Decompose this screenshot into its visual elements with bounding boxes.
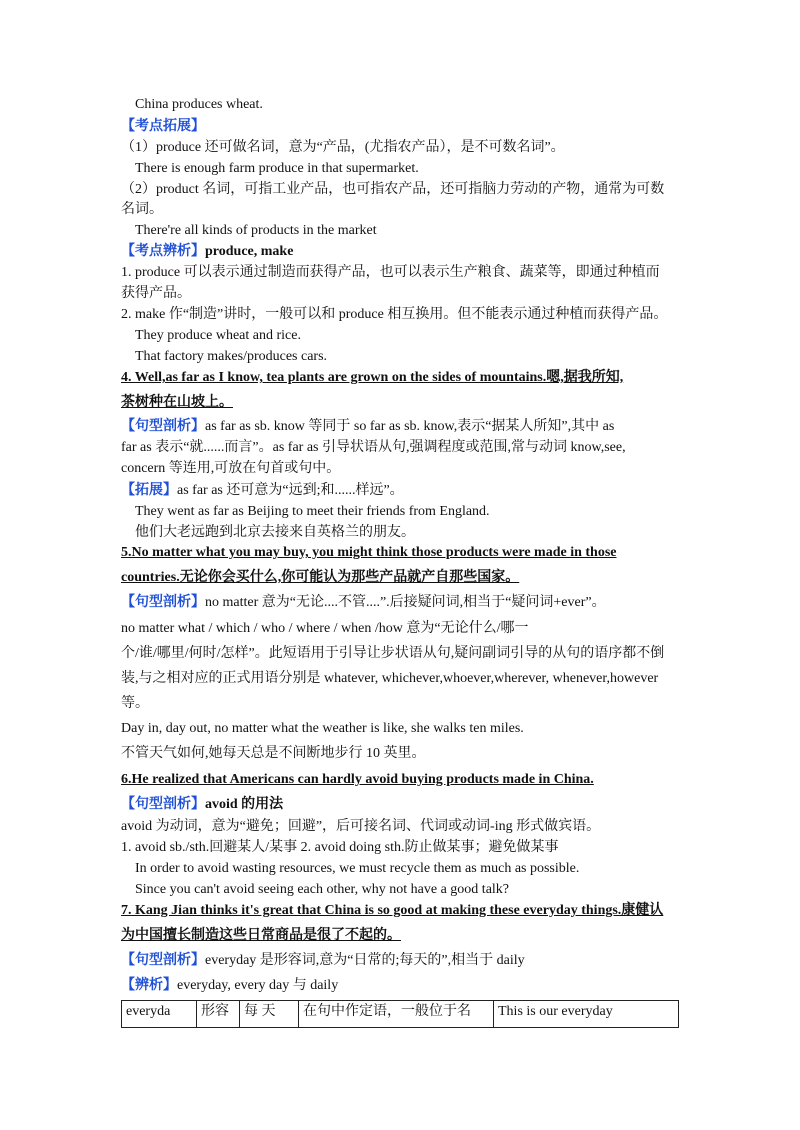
paragraph-line: （2）product 名词，可指工业产品，也可指农产品，还可指脑力劳动的产物，通常为可数	[121, 182, 665, 197]
example-sentence: China produces wheat.	[135, 97, 263, 112]
tag-label: 【考点辨析】	[121, 244, 205, 259]
tag-label: 【句型剖析】	[121, 419, 205, 434]
paragraph-line: 获得产品。	[121, 286, 191, 301]
heading-text: avoid 的用法	[205, 797, 284, 812]
paragraph-line: 装,与之相对应的正式用语分别是 whatever, whichever,whoever,wherever, whenever,however	[121, 671, 659, 686]
paragraph-line: （1）produce 还可做名词，意为“产品，(尤指农产品），是不可数名词”。	[121, 140, 565, 155]
paragraph-text: no matter 意为“无论....不管....”.后接疑问词,相当于“疑问词+ever”。	[205, 595, 606, 610]
tag-label: 【拓展】	[121, 483, 177, 498]
tag-label: 【考点拓展】	[121, 119, 205, 134]
paragraph-line	[121, 977, 338, 995]
tag-label: 【句型剖析】	[121, 953, 205, 968]
paragraph-text: everyday, every day 与 daily	[177, 978, 339, 993]
section-heading	[121, 796, 283, 814]
paragraph-line: far as 表示“就......而言”。as far as 引导状语从句,强调程度或范围,常与动词 know,see,	[121, 440, 626, 455]
paragraph-line	[121, 418, 614, 436]
table-row	[122, 1001, 679, 1028]
example-sentence: Since you can't avoid seeing each other, why not have a good talk?	[135, 882, 510, 897]
example-sentence: They went as far as Beijing to meet their friends from England.	[135, 504, 490, 519]
table-cell: everyda	[122, 1001, 197, 1028]
key-sentence: 茶树种在山坡上。	[121, 395, 233, 410]
paragraph-line: concern 等连用,可放在句首或句中。	[121, 461, 341, 476]
paragraph-line: 1. avoid sb./sth.回避某人/某事 2. avoid doing sth.防止做某事；避免做某事	[121, 840, 559, 855]
example-sentence: There're all kinds of products in the market	[135, 223, 377, 238]
paragraph-line	[121, 482, 404, 500]
paragraph-line: 1. produce 可以表示通过制造而获得产品，也可以表示生产粮食、蔬菜等，即通过种植而	[121, 265, 660, 280]
example-sentence: Day in, day out, no matter what the weather is like, she walks ten miles.	[121, 721, 524, 736]
table-cell: This is our everyday	[494, 1001, 679, 1028]
example-sentence: In order to avoid wasting resources, we must recycle them as much as possible.	[135, 861, 580, 876]
paragraph-line: 个/谁/哪里/何时/怎样”。此短语用于引导让步状语从句,疑问副词引导的从句的语序都不倒	[121, 646, 665, 661]
key-sentence: 5.No matter what you may buy, you might think those products were made in those	[121, 545, 617, 560]
key-sentence: 6.He realized that Americans can hardly avoid buying products made in China.	[121, 772, 594, 787]
comparison-table	[121, 1000, 679, 1028]
example-sentence: There is enough farm produce in that supermarket.	[135, 161, 419, 176]
translation-line: 不管天气如何,她每天总是不间断地步行 10 英里。	[121, 746, 426, 761]
section-tag	[121, 118, 205, 136]
tag-label: 【句型剖析】	[121, 595, 205, 610]
translation-line: 他们大老远跑到北京去接来自英格兰的朋友。	[135, 525, 415, 540]
tag-label: 【句型剖析】	[121, 797, 205, 812]
paragraph-line: no matter what / which / who / where / when /how 意为“无论什么/哪一	[121, 621, 529, 636]
section-heading	[121, 243, 293, 261]
paragraph-line	[121, 594, 606, 612]
paragraph-text: everyday 是形容词,意为“日常的;每天的”,相当于 daily	[205, 953, 525, 968]
paragraph-line: 等。	[121, 696, 149, 711]
paragraph-line: 2. make 作“制造”讲时，一般可以和 produce 相互换用。但不能表示通过种植而获得产品。	[121, 307, 668, 322]
heading-text: produce, make	[205, 244, 294, 259]
table-cell: 在句中作定语，一般位于名	[299, 1001, 494, 1028]
paragraph-line: 名词。	[121, 202, 163, 217]
key-sentence: 4. Well,as far as I know, tea plants are grown on the sides of mountains.嗯,据我所知,	[121, 370, 624, 385]
key-sentence: 为中国擅长制造这些日常商品是很了不起的。	[121, 928, 401, 943]
tag-label: 【辨析】	[121, 978, 177, 993]
paragraph-text: as far as 还可意为“远到;和......样远”。	[177, 483, 404, 498]
key-sentence: 7. Kang Jian thinks it's great that China is so good at making these everyday things.康健认	[121, 903, 664, 918]
key-sentence: countries.无论你会买什么,你可能认为那些产品就产自那些国家。	[121, 570, 520, 585]
table-cell: 形容	[197, 1001, 240, 1028]
table-cell: 每 天	[240, 1001, 299, 1028]
example-sentence: They produce wheat and rice.	[135, 328, 301, 343]
paragraph-line	[121, 952, 525, 970]
example-sentence: That factory makes/produces cars.	[135, 349, 328, 364]
paragraph-text: as far as sb. know 等同于 so far as sb. know,表示“据某人所知”,其中 as	[205, 419, 615, 434]
paragraph-line: avoid 为动词，意为“避免；回避”，后可接名词、代词或动词-ing 形式做宾语。	[121, 819, 601, 834]
